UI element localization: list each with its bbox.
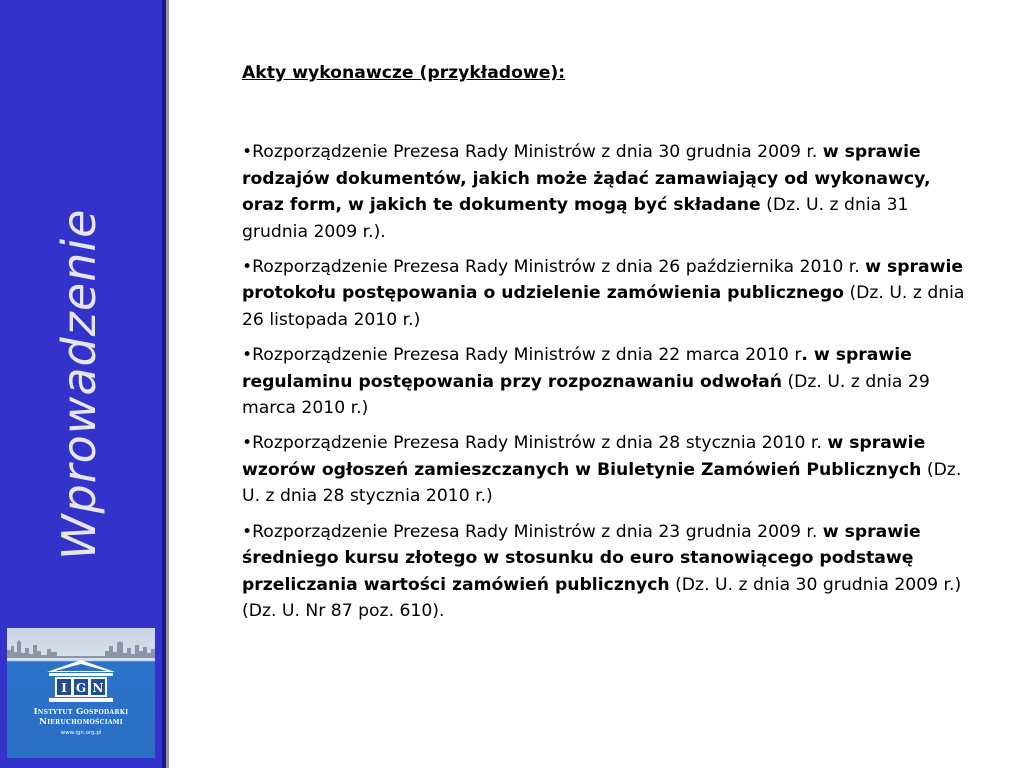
regulation-item-1 bbox=[242, 139, 972, 245]
item-citation: (Dz. U. z dnia 30 grudnia 2009 r.) (Dz. U. Nr 87 poz. 610). bbox=[242, 574, 962, 621]
logo-institute-name bbox=[7, 707, 155, 727]
slide-content bbox=[242, 60, 972, 633]
item-text: •Rozporządzenie Prezesa Rady Ministrów z dnia 30 grudnia 2009 r. bbox=[242, 142, 823, 163]
logo-letter-n: N bbox=[92, 681, 104, 695]
item-citation: (Dz. U. z dnia 28 stycznia 2010 r.) bbox=[242, 459, 962, 507]
regulation-item-2 bbox=[242, 254, 972, 333]
item-title-bold: w sprawie protokołu postępowania o udzielenie zamówienia publicznego bbox=[242, 257, 964, 304]
sidebar-title: Wprowadzenie bbox=[52, 208, 106, 560]
section-heading: Akty wykonawcze (przykładowe): bbox=[242, 63, 566, 83]
regulation-item-5 bbox=[242, 519, 972, 625]
item-text: •Rozporządzenie Prezesa Rady Ministrów z dnia 26 października 2010 r. bbox=[242, 257, 866, 278]
logo-url: www.ign.org.pl bbox=[60, 730, 102, 736]
logo-name-line1: Instytut Gospodarki bbox=[33, 707, 129, 717]
item-citation: (Dz. U. z dnia 29 marca 2010 r.) bbox=[242, 371, 930, 419]
item-title-bold: w sprawie rodzajów dokumentów, jakich może żądać zamawiający od wykonawcy, oraz form, w jakich te dokumenty mogą być składane bbox=[242, 142, 931, 216]
item-title-bold: w sprawie średniego kursu złotego w stosunku do euro stanowiącego podstawę przeliczania wartości zamówień publicznych bbox=[242, 521, 921, 595]
regulation-item-3 bbox=[242, 342, 972, 421]
item-citation: (Dz. U. z dnia 26 listopada 2010 r.) bbox=[242, 283, 965, 330]
item-title-bold: . w sprawie regulaminu postępowania przy rozpoznawaniu odwołań bbox=[242, 345, 912, 392]
building-pediment-icon bbox=[43, 658, 119, 704]
item-title-bold: w sprawie wzorów ogłoszeń zamieszczanych w Biuletynie Zamówień Publicznych bbox=[242, 433, 926, 480]
logo-name-line2: Nieruchomościami bbox=[39, 717, 123, 727]
logo-letter-g: G bbox=[75, 681, 87, 695]
item-text: •Rozporządzenie Prezesa Rady Ministrów z dnia 22 marca 2010 r bbox=[242, 345, 802, 366]
item-citation: (Dz. U. z dnia 31 grudnia 2009 r.). bbox=[242, 195, 909, 242]
item-text: •Rozporządzenie Prezesa Rady Ministrów z dnia 28 stycznia 2010 r. bbox=[242, 433, 828, 454]
item-text: •Rozporządzenie Prezesa Rady Ministrów z dnia 23 grudnia 2009 r. bbox=[242, 521, 823, 542]
ign-logo bbox=[7, 628, 155, 758]
logo-letter-i: I bbox=[61, 681, 67, 695]
sidebar bbox=[0, 0, 166, 768]
regulation-item-4 bbox=[242, 430, 972, 509]
